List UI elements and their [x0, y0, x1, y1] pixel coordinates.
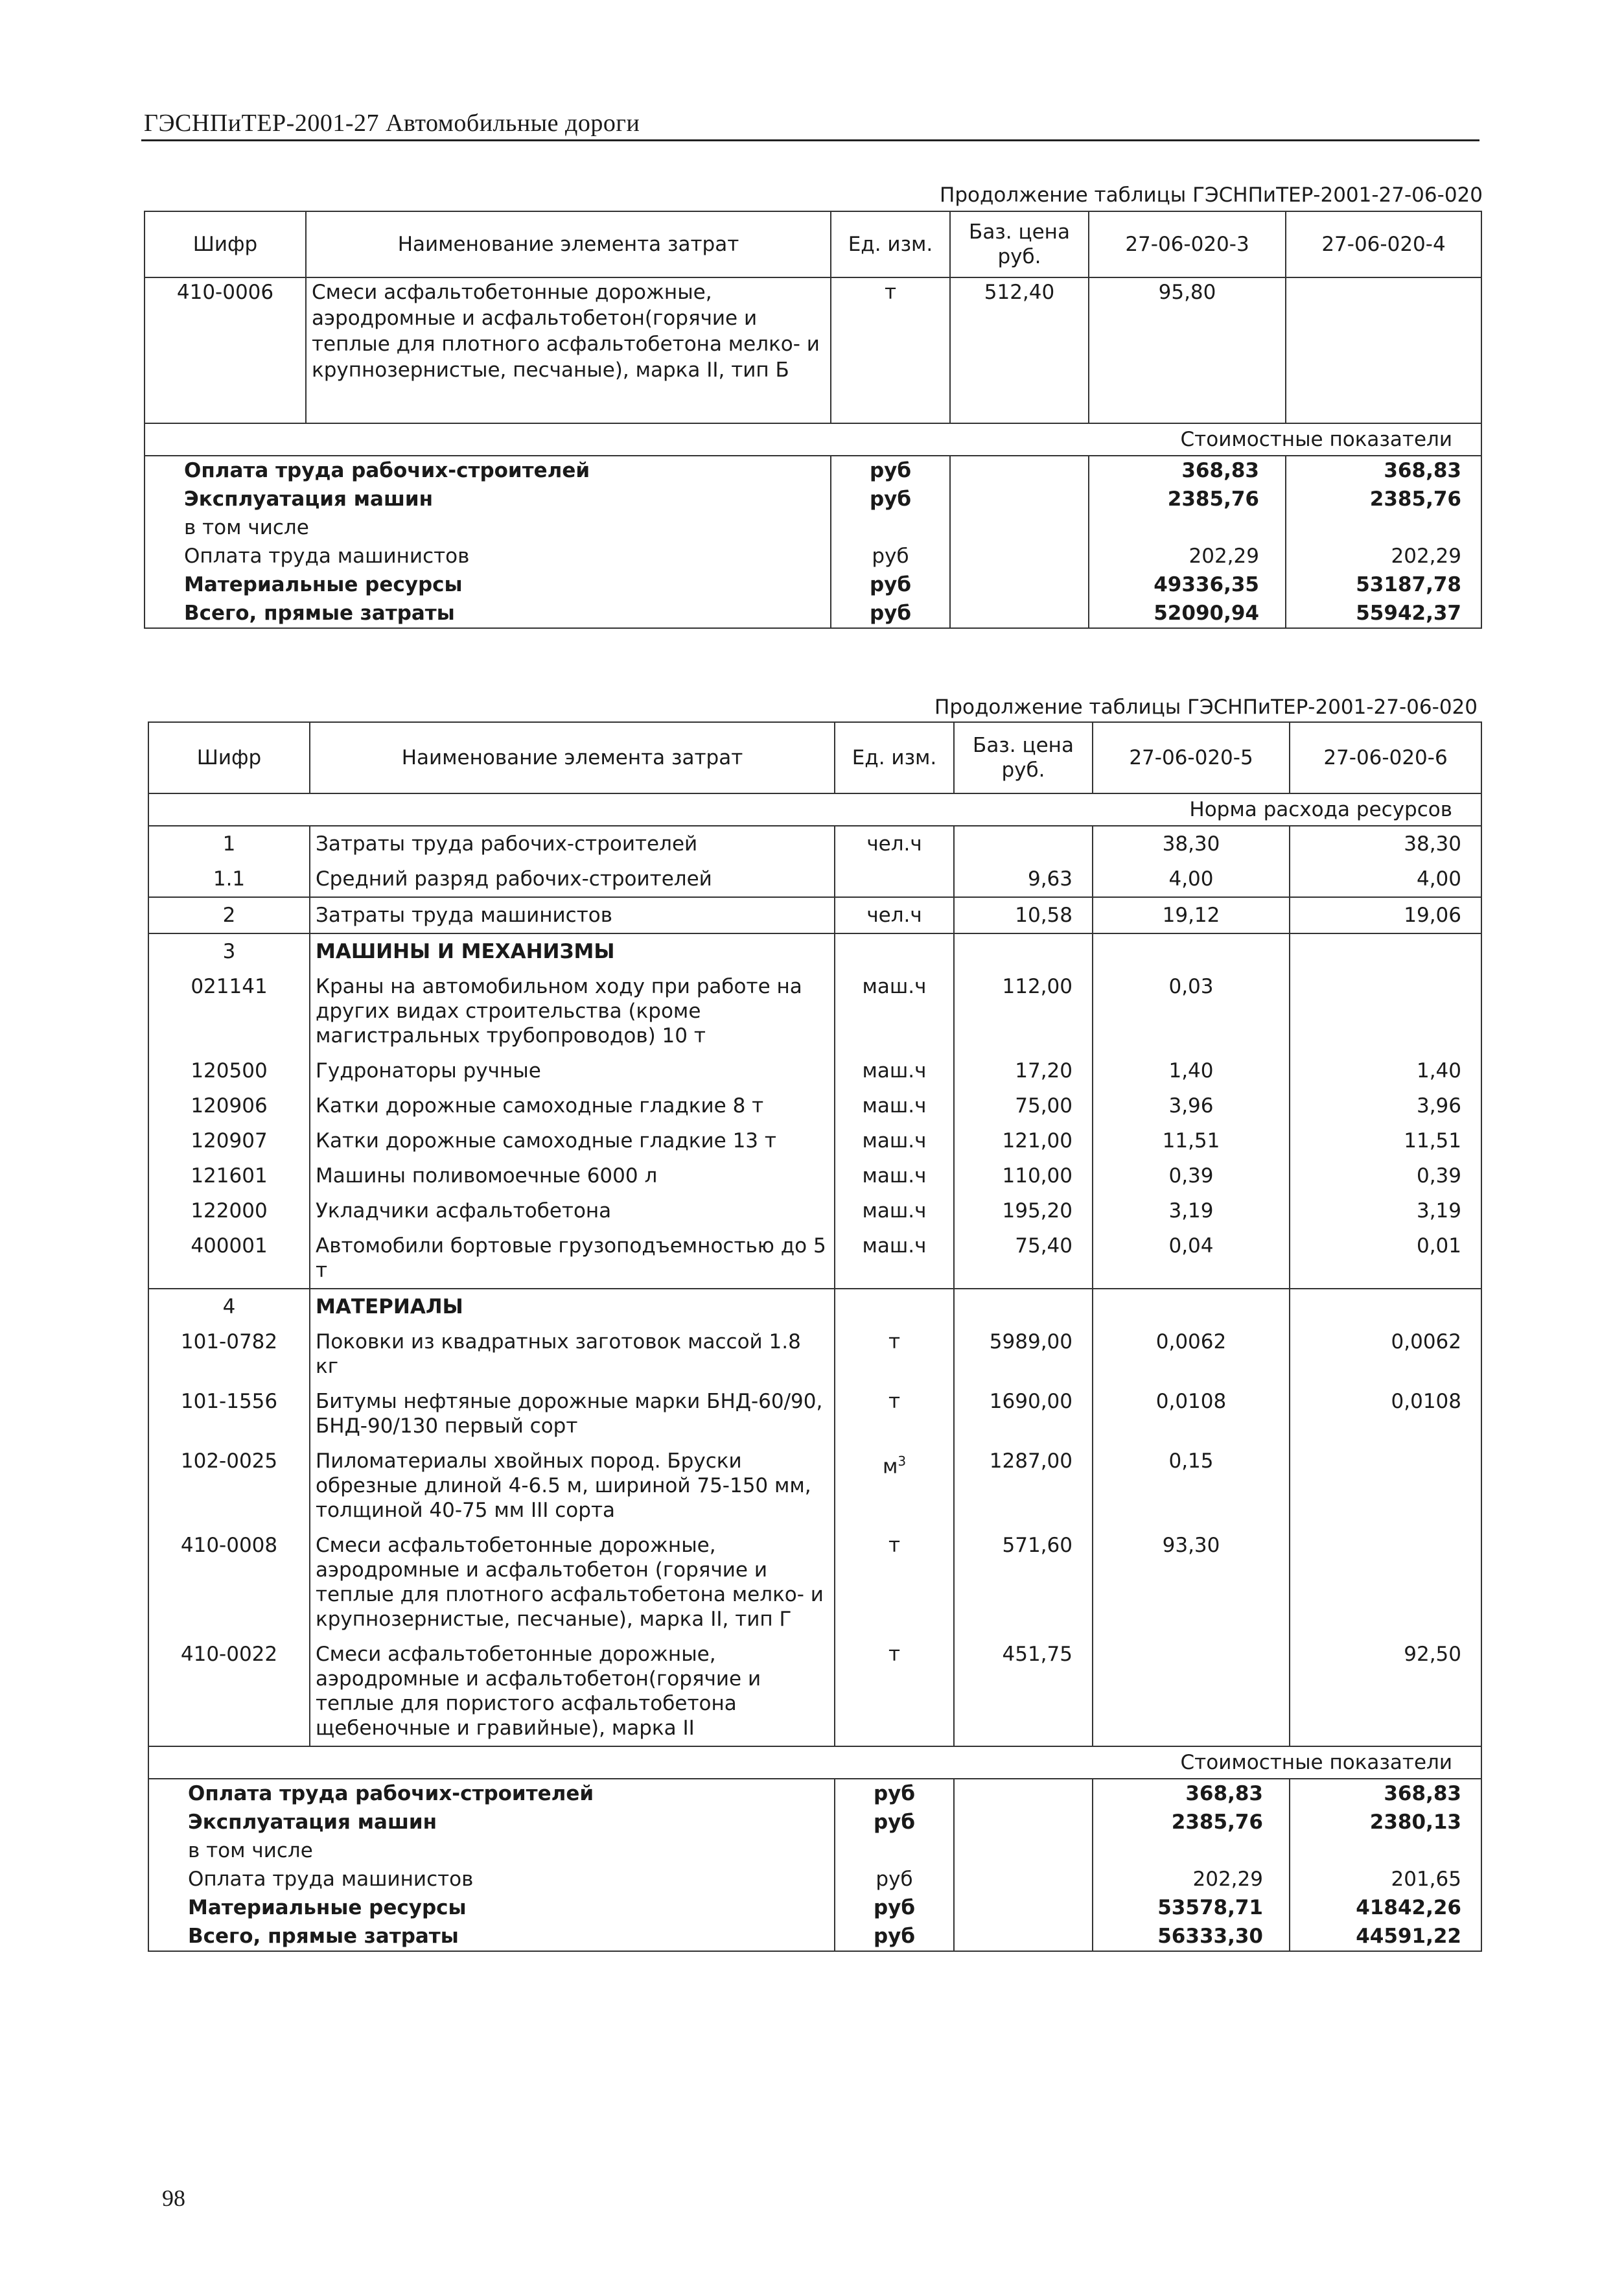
table-row [148, 1528, 1481, 1637]
row-code: 410-0022 [148, 1637, 310, 1746]
summary-price-empty [950, 485, 1089, 513]
summary-value-b: 201,65 [1290, 1865, 1481, 1893]
row-value-a: 0,0108 [1093, 1384, 1290, 1444]
section-label-norm: Норма расхода ресурсов [148, 793, 1481, 826]
summary-unit: руб [831, 485, 950, 513]
row-unit: т [835, 1637, 954, 1746]
summary-name: Всего, прямые затраты [145, 599, 831, 628]
row-unit: чел.ч [835, 897, 954, 933]
row-price: 75,00 [954, 1088, 1093, 1123]
row-price: 451,75 [954, 1637, 1093, 1746]
row-price: 195,20 [954, 1193, 1093, 1228]
col-header-unit: Ед. изм. [831, 211, 950, 277]
row-code: 122000 [148, 1193, 310, 1228]
section-label: Стоимостные показатели [148, 1746, 1481, 1779]
row-value-a [1093, 1637, 1290, 1746]
row-name: Укладчики асфальтобетона [310, 1193, 835, 1228]
row-name: Краны на автомобильном ходу при работе на других видах строительства (кроме магистральных трубопроводов) 10 т [310, 969, 835, 1053]
summary-unit: руб [831, 542, 950, 570]
row-value-b [1290, 933, 1481, 969]
table1-summary [145, 456, 1481, 628]
row-price: 9,63 [954, 861, 1093, 897]
row-unit [835, 1289, 954, 1324]
row-name: Затраты труда рабочих-строителей [310, 826, 835, 861]
table-row [148, 1637, 1481, 1746]
table-row [148, 897, 1481, 933]
table-row [148, 826, 1481, 861]
row-name: Поковки из квадратных заготовок массой 1.8 кг [310, 1324, 835, 1384]
table2-summary [148, 1779, 1481, 1951]
row-value-a: 1,40 [1093, 1053, 1290, 1088]
running-header: ГЭСНПиТЕР-2001-27 Автомобильные дороги [144, 110, 640, 137]
summary-name: в том числе [148, 1836, 835, 1865]
row-code: 4 [148, 1289, 310, 1324]
summary-value-b: 55942,37 [1286, 599, 1481, 628]
summary-unit: руб [835, 1808, 954, 1836]
row-value-b [1290, 1528, 1481, 1637]
row-code: 3 [148, 933, 310, 969]
summary-price-empty [950, 542, 1089, 570]
summary-value-b: 44591,22 [1290, 1922, 1481, 1951]
summary-value-b: 368,83 [1286, 456, 1481, 485]
row-value-a: 0,39 [1093, 1158, 1290, 1193]
summary-value-a: 2385,76 [1089, 485, 1286, 513]
row-code: 410-0008 [148, 1528, 310, 1637]
row-unit: т [835, 1528, 954, 1637]
row-unit: т [831, 277, 950, 423]
summary-unit: руб [835, 1865, 954, 1893]
summary-value-a: 53578,71 [1093, 1893, 1290, 1922]
row-value-a: 0,04 [1093, 1228, 1290, 1289]
row-name: МАТЕРИАЛЫ [310, 1289, 835, 1324]
summary-row [148, 1893, 1481, 1922]
row-value-a: 0,0062 [1093, 1324, 1290, 1384]
col-header-name: Наименование элемента затрат [306, 211, 831, 277]
table1 [144, 211, 1482, 629]
summary-value-a [1093, 1836, 1290, 1865]
summary-value-a: 368,83 [1089, 456, 1286, 485]
summary-unit: руб [831, 570, 950, 599]
page-number: 98 [162, 2185, 185, 2211]
row-value-a: 0,03 [1093, 969, 1290, 1053]
section-label: Стоимостные показатели [145, 423, 1481, 456]
table-row [148, 1193, 1481, 1228]
row-code: 1.1 [148, 861, 310, 897]
col-header-code: Шифр [145, 211, 306, 277]
summary-name: Оплата труда рабочих-строителей [148, 1779, 835, 1808]
row-code: 101-0782 [148, 1324, 310, 1384]
unit-superscript: 3 [898, 1453, 907, 1469]
row-value-a [1093, 933, 1290, 969]
summary-price-empty [954, 1893, 1093, 1922]
row-code: 400001 [148, 1228, 310, 1289]
summary-price-empty [950, 599, 1089, 628]
row-value-a: 0,15 [1093, 1444, 1290, 1528]
table2-caption: Продолжение таблицы ГЭСНПиТЕР-2001-27-06-020 [934, 696, 1478, 719]
table-row [148, 1324, 1481, 1384]
summary-name: Эксплуатация машин [145, 485, 831, 513]
summary-name: Оплата труда машинистов [148, 1865, 835, 1893]
row-name: Смеси асфальтобетонные дорожные, аэродромные и асфальтобетон(горячие и теплые для плотного асфальтобетона мелко- и крупнозернистые, песчаные), марка II, тип Б [306, 277, 831, 423]
summary-name: Оплата труда машинистов [145, 542, 831, 570]
row-name: Смеси асфальтобетонные дорожные, аэродромные и асфальтобетон (горячие и теплые для плотного асфальтобетона мелко- и крупнозернистые, песчаные), марка II, тип Г [310, 1528, 835, 1637]
summary-row [148, 1779, 1481, 1808]
row-name: Битумы нефтяные дорожные марки БНД-60/90, БНД-90/130 первый сорт [310, 1384, 835, 1444]
row-unit: маш.ч [835, 1088, 954, 1123]
table-row [148, 1158, 1481, 1193]
row-name: Катки дорожные самоходные гладкие 8 т [310, 1088, 835, 1123]
table-row [148, 1088, 1481, 1123]
row-price: 75,40 [954, 1228, 1093, 1289]
row-value-a: 38,30 [1093, 826, 1290, 861]
row-value-a: 4,00 [1093, 861, 1290, 897]
row-unit [835, 861, 954, 897]
row-unit: чел.ч [835, 826, 954, 861]
summary-row [145, 570, 1481, 599]
row-unit: маш.ч [835, 1123, 954, 1158]
row-name: Машины поливомоечные 6000 л [310, 1158, 835, 1193]
summary-unit [835, 1836, 954, 1865]
row-code: 021141 [148, 969, 310, 1053]
row-value-b: 0,01 [1290, 1228, 1481, 1289]
table-row [148, 969, 1481, 1053]
summary-value-a: 368,83 [1093, 1779, 1290, 1808]
summary-value-a: 52090,94 [1089, 599, 1286, 628]
section-row [148, 793, 1481, 826]
row-price: 10,58 [954, 897, 1093, 933]
row-unit: маш.ч [835, 1053, 954, 1088]
summary-row [145, 485, 1481, 513]
table2-rows [148, 826, 1481, 1746]
row-price: 110,00 [954, 1158, 1093, 1193]
row-value-b: 4,00 [1290, 861, 1481, 897]
summary-price-empty [954, 1808, 1093, 1836]
row-name: Гудронаторы ручные [310, 1053, 835, 1088]
summary-price-empty [950, 513, 1089, 542]
row-value-b [1290, 1289, 1481, 1324]
summary-unit: руб [831, 599, 950, 628]
summary-row [148, 1808, 1481, 1836]
col-header-b: 27-06-020-6 [1290, 722, 1481, 793]
row-price: 571,60 [954, 1528, 1093, 1637]
table1-caption: Продолжение таблицы ГЭСНПиТЕР-2001-27-06-020 [940, 183, 1483, 207]
summary-unit: руб [835, 1922, 954, 1951]
row-unit: т [835, 1384, 954, 1444]
row-value-b: 11,51 [1290, 1123, 1481, 1158]
summary-value-b: 2380,13 [1290, 1808, 1481, 1836]
summary-value-a: 49336,35 [1089, 570, 1286, 599]
table-row [148, 1444, 1481, 1528]
summary-price-empty [954, 1836, 1093, 1865]
row-code: 120500 [148, 1053, 310, 1088]
summary-value-b: 53187,78 [1286, 570, 1481, 599]
row-value-b: 3,96 [1290, 1088, 1481, 1123]
summary-value-a: 202,29 [1089, 542, 1286, 570]
row-price: 5989,00 [954, 1324, 1093, 1384]
summary-row [148, 1865, 1481, 1893]
row-name: Затраты труда машинистов [310, 897, 835, 933]
summary-row [145, 542, 1481, 570]
row-value-a: 93,30 [1093, 1528, 1290, 1637]
col-header-unit: Ед. изм. [835, 722, 954, 793]
row-value-b: 38,30 [1290, 826, 1481, 861]
row-code: 101-1556 [148, 1384, 310, 1444]
summary-price-empty [954, 1922, 1093, 1951]
summary-price-empty [954, 1779, 1093, 1808]
row-unit: т [835, 1324, 954, 1384]
row-code: 120906 [148, 1088, 310, 1123]
summary-value-b: 368,83 [1290, 1779, 1481, 1808]
table-row [148, 1289, 1481, 1324]
summary-unit [831, 513, 950, 542]
col-header-price: Баз. цена руб. [954, 722, 1093, 793]
row-name: Пиломатериалы хвойных пород. Бруски обрезные длиной 4-6.5 м, шириной 75-150 мм, толщиной 40-75 мм III сорта [310, 1444, 835, 1528]
summary-value-b: 202,29 [1286, 542, 1481, 570]
summary-name: Оплата труда рабочих-строителей [145, 456, 831, 485]
row-unit: маш.ч [835, 969, 954, 1053]
col-header-code: Шифр [148, 722, 310, 793]
summary-value-b [1286, 513, 1481, 542]
summary-value-a: 202,29 [1093, 1865, 1290, 1893]
summary-unit: руб [831, 456, 950, 485]
summary-price-empty [950, 570, 1089, 599]
row-a: 95,80 [1089, 277, 1286, 423]
summary-value-b [1290, 1836, 1481, 1865]
row-value-b: 3,19 [1290, 1193, 1481, 1228]
row-name: Средний разряд рабочих-строителей [310, 861, 835, 897]
row-unit: маш.ч [835, 1158, 954, 1193]
row-name: Автомобили бортовые грузоподъемностью до 5 т [310, 1228, 835, 1289]
table-row [148, 1053, 1481, 1088]
row-unit: маш.ч [835, 1193, 954, 1228]
row-value-b: 0,0108 [1290, 1384, 1481, 1444]
row-value-b: 0,0062 [1290, 1324, 1481, 1384]
row-price: 1690,00 [954, 1384, 1093, 1444]
row-price [954, 826, 1093, 861]
summary-name: Всего, прямые затраты [148, 1922, 835, 1951]
row-value-b [1290, 1444, 1481, 1528]
summary-row [145, 456, 1481, 485]
row-value-a: 19,12 [1093, 897, 1290, 933]
summary-value-a: 56333,30 [1093, 1922, 1290, 1951]
summary-row [145, 513, 1481, 542]
row-value-a: 11,51 [1093, 1123, 1290, 1158]
summary-name: в том числе [145, 513, 831, 542]
row-value-b: 0,39 [1290, 1158, 1481, 1193]
section-row [148, 1746, 1481, 1779]
row-value-b: 1,40 [1290, 1053, 1481, 1088]
summary-price-empty [954, 1865, 1093, 1893]
row-value-b [1290, 969, 1481, 1053]
table-row [148, 1123, 1481, 1158]
row-name: МАШИНЫ И МЕХАНИЗМЫ [310, 933, 835, 969]
row-price: 512,40 [950, 277, 1089, 423]
col-header-b: 27-06-020-4 [1286, 211, 1481, 277]
summary-name: Материальные ресурсы [145, 570, 831, 599]
row-code: 102-0025 [148, 1444, 310, 1528]
row-code: 121601 [148, 1158, 310, 1193]
summary-unit: руб [835, 1893, 954, 1922]
row-code: 120907 [148, 1123, 310, 1158]
row-value-b: 92,50 [1290, 1637, 1481, 1746]
row-value-a [1093, 1289, 1290, 1324]
row-price: 17,20 [954, 1053, 1093, 1088]
summary-row [148, 1922, 1481, 1951]
row-price [954, 1289, 1093, 1324]
summary-row [145, 599, 1481, 628]
table-row [148, 933, 1481, 969]
row-name: Катки дорожные самоходные гладкие 13 т [310, 1123, 835, 1158]
col-header-a: 27-06-020-3 [1089, 211, 1286, 277]
row-code: 2 [148, 897, 310, 933]
row-unit: маш.ч [835, 1228, 954, 1289]
row-price: 1287,00 [954, 1444, 1093, 1528]
summary-name: Материальные ресурсы [148, 1893, 835, 1922]
row-price [954, 933, 1093, 969]
row-price: 121,00 [954, 1123, 1093, 1158]
table-row [148, 861, 1481, 897]
section-row [145, 423, 1481, 456]
summary-value-b: 2385,76 [1286, 485, 1481, 513]
row-value-a: 3,96 [1093, 1088, 1290, 1123]
summary-price-empty [950, 456, 1089, 485]
row-value-a: 3,19 [1093, 1193, 1290, 1228]
row-code: 1 [148, 826, 310, 861]
summary-value-b: 41842,26 [1290, 1893, 1481, 1922]
row-unit [835, 933, 954, 969]
table2 [148, 721, 1482, 1952]
row-code: 410-0006 [145, 277, 306, 423]
table-row [145, 277, 1481, 423]
row-name: Смеси асфальтобетонные дорожные, аэродромные и асфальтобетон(горячие и теплые для пористого асфальтобетона щебеночные и гравийные), марка II [310, 1637, 835, 1746]
row-price: 112,00 [954, 969, 1093, 1053]
summary-unit: руб [835, 1779, 954, 1808]
row-value-b: 19,06 [1290, 897, 1481, 933]
row-unit: $м^3$ [835, 1444, 954, 1528]
summary-value-a [1089, 513, 1286, 542]
summary-value-a: 2385,76 [1093, 1808, 1290, 1836]
header-rule [141, 139, 1479, 141]
col-header-a: 27-06-020-5 [1093, 722, 1290, 793]
table-row [148, 1228, 1481, 1289]
col-header-price: Баз. цена руб. [950, 211, 1089, 277]
col-header-name: Наименование элемента затрат [310, 722, 835, 793]
summary-row [148, 1836, 1481, 1865]
table-row [148, 1384, 1481, 1444]
row-b [1286, 277, 1481, 423]
summary-name: Эксплуатация машин [148, 1808, 835, 1836]
